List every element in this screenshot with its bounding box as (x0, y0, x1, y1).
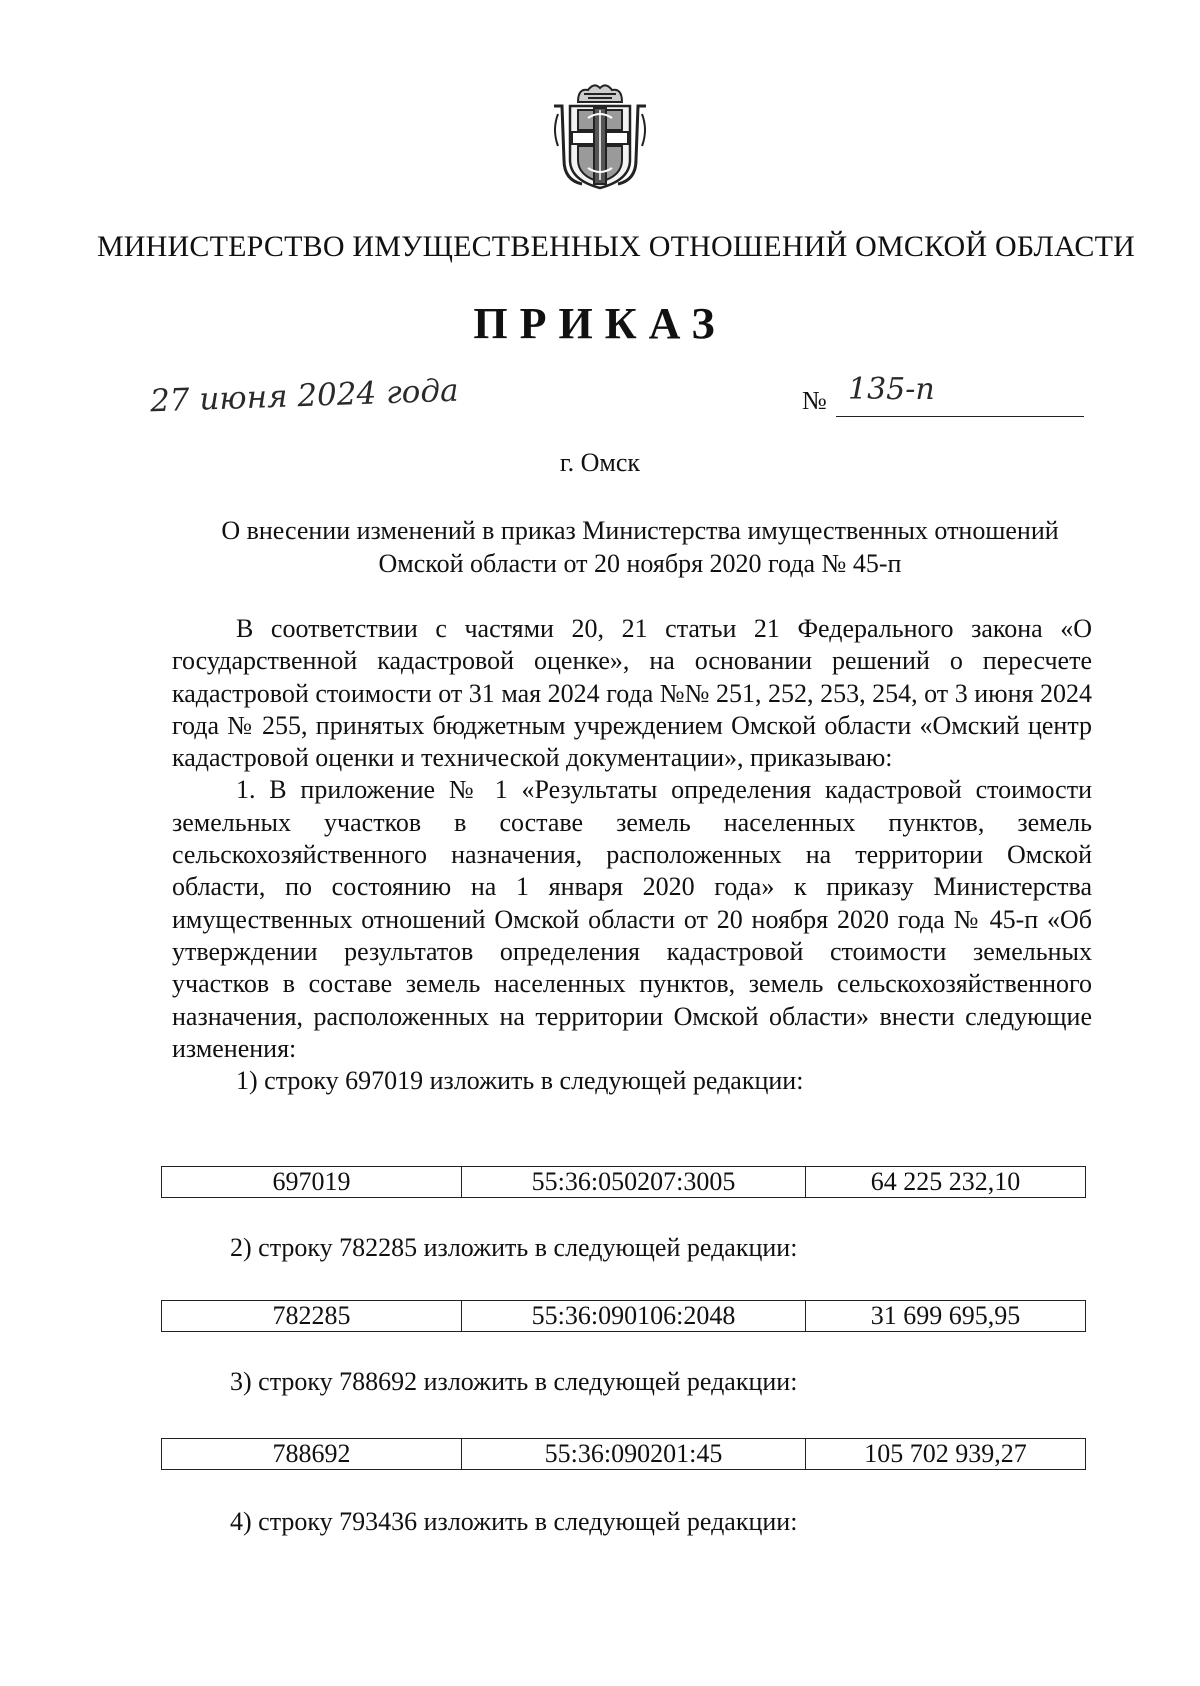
number-underline (836, 416, 1084, 417)
handwritten-number: 135-п (848, 372, 935, 407)
cadastral-number-cell: 55:36:090201:45 (462, 1439, 806, 1470)
table-row (162, 1301, 1086, 1332)
amendment-item-label: 1) строку 697019 изложить в следующей редакции: (236, 1066, 804, 1096)
row-number-cell: 788692 (162, 1439, 462, 1470)
row-number-cell: 782285 (162, 1301, 462, 1332)
row-number-cell: 697019 (162, 1167, 462, 1198)
handwritten-date: 27 июня 2024 года (149, 372, 460, 420)
coat-of-arms-emblem (548, 80, 652, 192)
amendment-item-label: 4) строку 793436 изложить в следующей редакции: (230, 1507, 798, 1536)
amendment-row-table (161, 1166, 1086, 1198)
amendment-item-label: 2) строку 782285 изложить в следующей редакции: (230, 1233, 798, 1262)
amendment-row-table (161, 1438, 1086, 1470)
table-row (162, 1167, 1086, 1198)
cadastral-value-cell: 105 702 939,27 (806, 1439, 1086, 1470)
amendment-item-label: 3) строку 788692 изложить в следующей редакции: (230, 1367, 798, 1396)
order-subject (160, 514, 1120, 580)
subject-line: О внесении изменений в приказ Министерства имущественных отношений (221, 516, 1059, 545)
preamble-paragraph: В соответствии с частями 20, 21 статьи 21 Федерального закона «О государственной кадастровой оценке», на основании решений о пересчете кадастровой стоимости от 31 мая 2024 года №№ 251, 252, 253, 254, от 3 июня 2024 года № 255, принятых бюджетным учреждением Омской области «Омский центр кадастровой оценки и технической документации», приказываю: (172, 614, 1092, 773)
document-title: ПРИКАЗ (473, 299, 727, 348)
point-1-paragraph: 1. В приложение № 1 «Результаты определения кадастровой стоимости земельных участков в составе земель населенных пунктов, земель сельскохозяйственного назначения, расположенных на территории Омской области, по состоянию на 1 января 2020 года» к приказу Министерства имущественных отношений Омской области от 20 ноября 2020 года № 45-п «Об утверждении результатов определения кадастровой стоимости земельных участков в составе земель населенных пунктов, земель сельскохозяйственного назначения, расположенных на территории Омской области» внести следующие изменения: (172, 775, 1092, 1063)
subject-line: Омской области от 20 ноября 2020 года № 45-п (378, 549, 902, 578)
cadastral-value-cell: 31 699 695,95 (806, 1301, 1086, 1332)
cadastral-value-cell: 64 225 232,10 (806, 1167, 1086, 1198)
order-body (172, 613, 1092, 1097)
amendment-row-table (161, 1300, 1086, 1332)
ministry-name: МИНИСТЕРСТВО ИМУЩЕСТВЕННЫХ ОТНОШЕНИЙ ОМСКОЙ ОБЛАСТИ (96, 230, 1136, 263)
city: г. Омск (559, 448, 641, 477)
cadastral-number-cell: 55:36:090106:2048 (462, 1301, 806, 1332)
number-label: № (802, 386, 827, 415)
table-row (162, 1439, 1086, 1470)
cadastral-number-cell: 55:36:050207:3005 (462, 1167, 806, 1198)
